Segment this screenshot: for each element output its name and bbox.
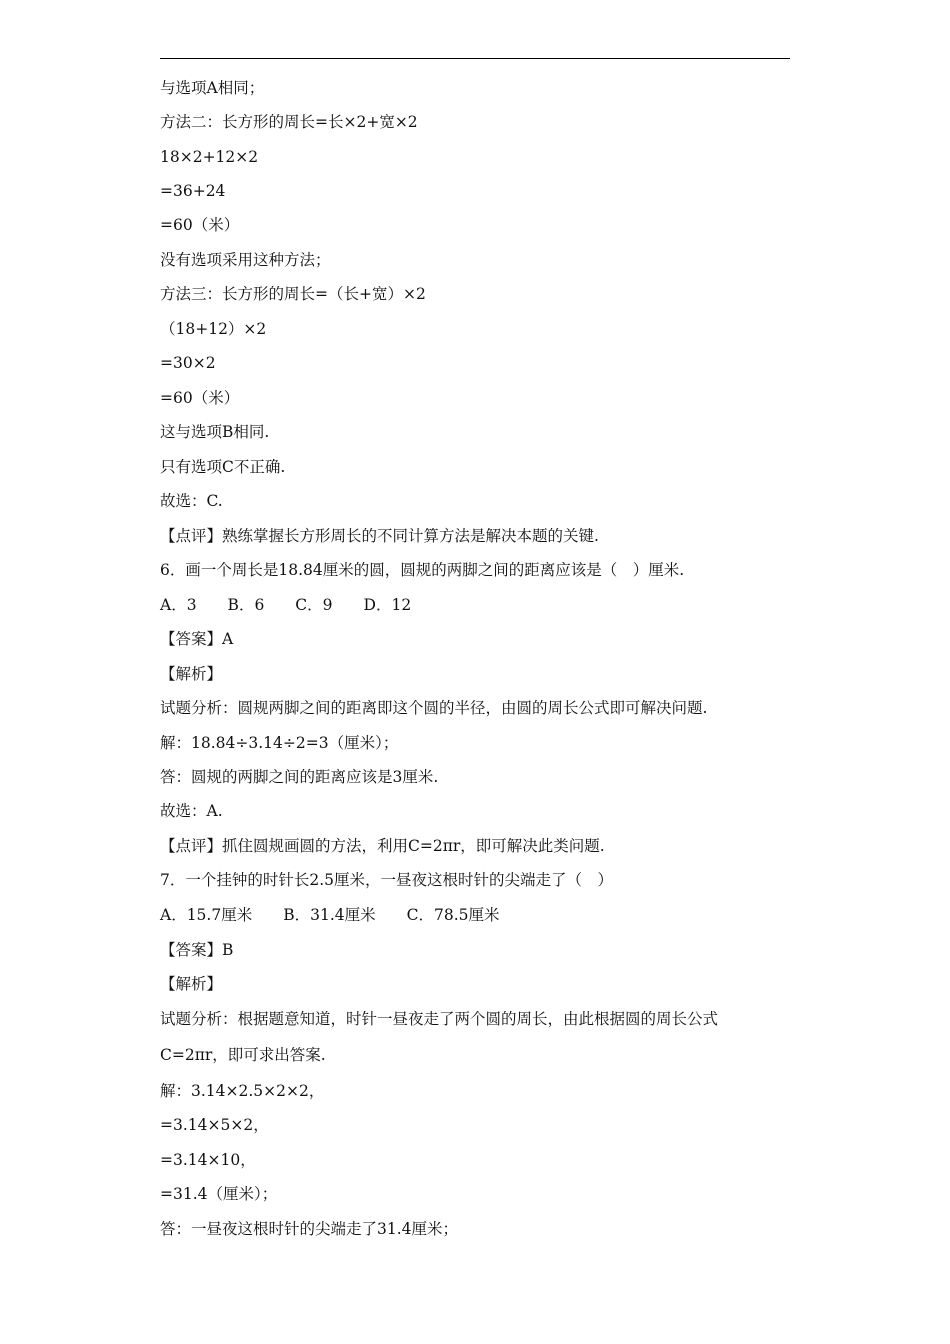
- text-line: 与选项A相同；: [160, 79, 265, 97]
- text-line: （18+12）×2: [160, 320, 267, 338]
- text-line: 解：18.84÷3.14÷2=3（厘米）；: [160, 734, 399, 752]
- text-line: 解：3.14×2.5×2×2，: [160, 1082, 325, 1100]
- text-line: 18×2+12×2: [160, 148, 259, 166]
- text-line: 答：圆规的两脚之间的距离应该是3厘米.: [160, 768, 439, 786]
- question-7-options: A．15.7厘米 B．31.4厘米 C．78.5厘米: [160, 906, 500, 924]
- text-line: =30×2: [160, 354, 216, 372]
- answer-line: 【答案】B: [160, 941, 234, 959]
- text-line: =36+24: [160, 182, 226, 200]
- question-6: 6．画一个周长是18.84厘米的圆，圆规的两脚之间的距离应该是（ ）厘米.: [160, 561, 685, 579]
- text-line: =31.4（厘米）；: [160, 1185, 278, 1203]
- text-line: 没有选项采用这种方法；: [160, 251, 331, 269]
- text-line: 故选：A.: [160, 802, 223, 820]
- text-line: 试题分析：圆规两脚之间的距离即这个圆的半径，由圆的周长公式即可解决问题.: [160, 699, 708, 717]
- text-line: C=2πr，即可求出答案.: [160, 1046, 326, 1064]
- comment-line: 【点评】抓住圆规画圆的方法，利用C=2πr，即可解决此类问题.: [160, 837, 605, 855]
- answer-line: 【答案】A: [160, 630, 234, 648]
- text-line: =3.14×10，: [160, 1151, 256, 1169]
- text-line: 答：一昼夜这根时针的尖端走了31.4厘米；: [160, 1220, 459, 1238]
- comment-line: 【点评】熟练掌握长方形周长的不同计算方法是解决本题的关键.: [160, 527, 599, 545]
- text-line: =3.14×5×2，: [160, 1116, 269, 1134]
- question-7: 7．一个挂钟的时针长2.5厘米，一昼夜这根时针的尖端走了（ ）: [160, 871, 614, 889]
- text-line: =60（米）: [160, 216, 240, 234]
- text-line: 只有选项C不正确.: [160, 458, 286, 476]
- question-6-options: A．3 B．6 C．9 D．12: [160, 596, 412, 614]
- header-rule: [160, 58, 790, 59]
- text-line: 试题分析：根据题意知道，时针一昼夜走了两个圆的周长，由此根据圆的周长公式: [160, 1010, 719, 1028]
- analysis-heading: 【解析】: [160, 665, 223, 683]
- analysis-heading: 【解析】: [160, 975, 223, 993]
- text-line: 故选：C.: [160, 492, 223, 510]
- text-line: 这与选项B相同.: [160, 423, 270, 441]
- text-line: 方法三：长方形的周长=（长+宽）×2: [160, 285, 426, 303]
- text-line: 方法二：长方形的周长=长×2+宽×2: [160, 113, 418, 131]
- text-line: =60（米）: [160, 389, 240, 407]
